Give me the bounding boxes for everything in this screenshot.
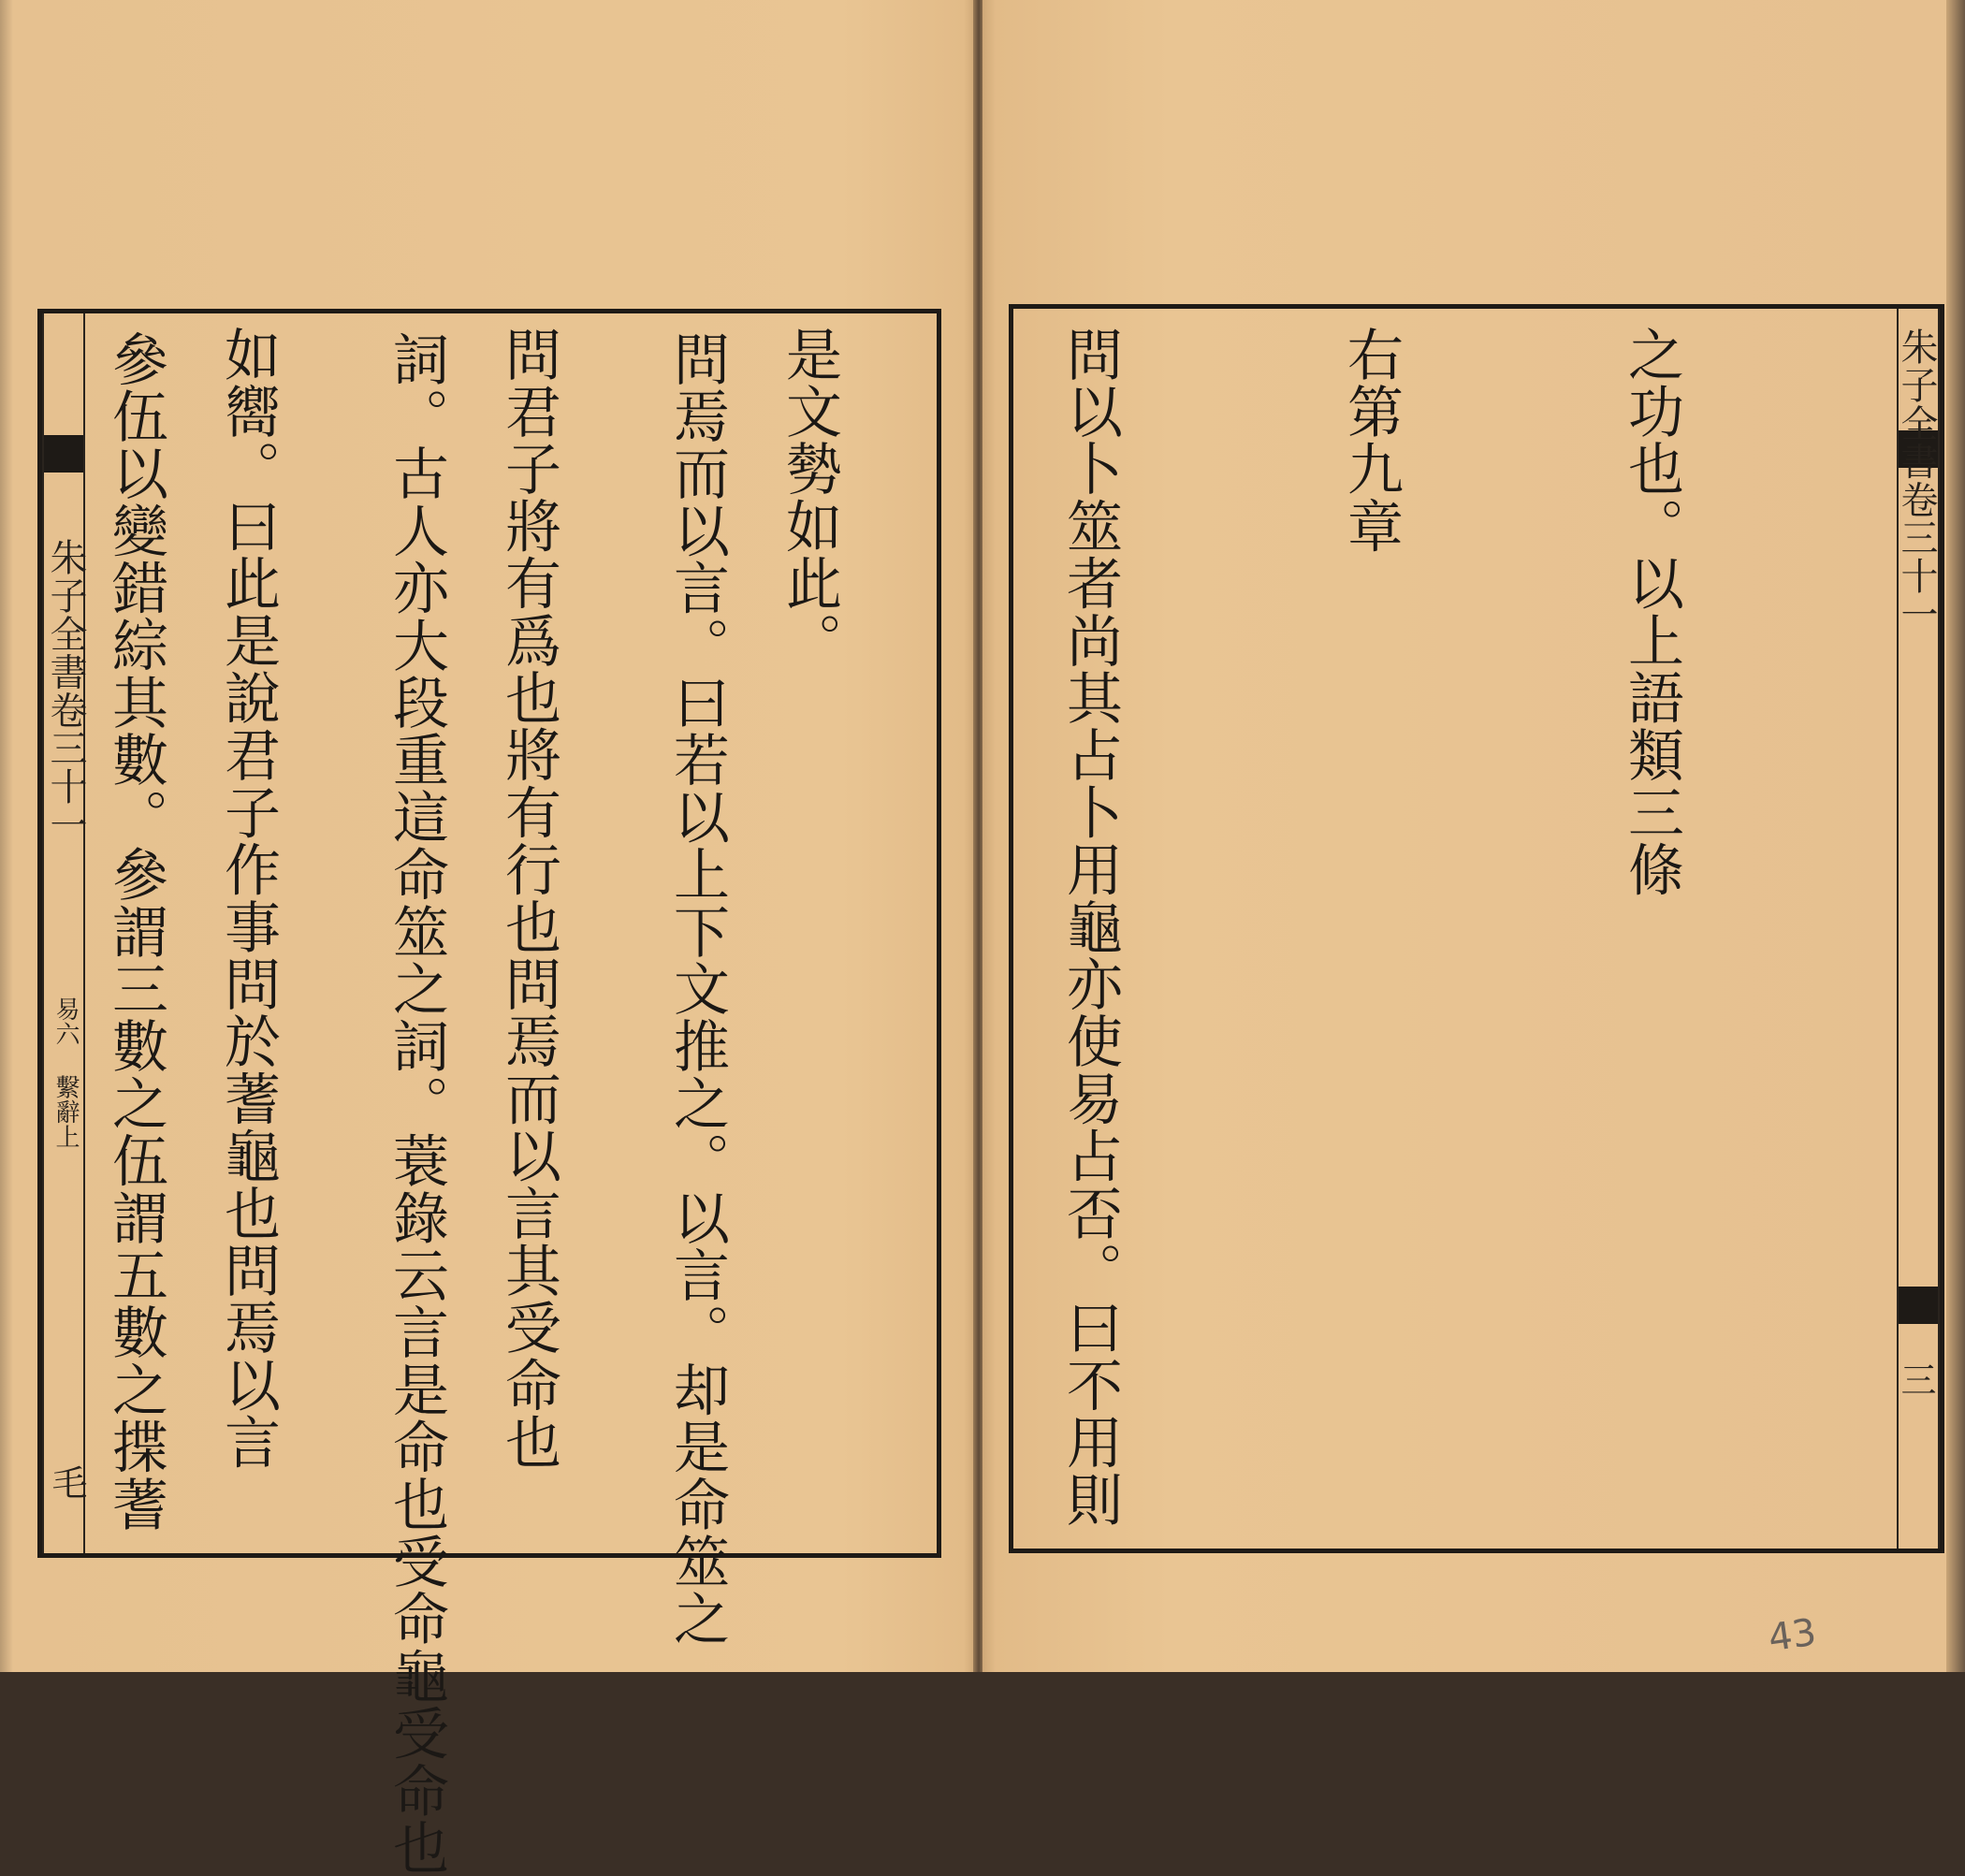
text-column: 如嚮。曰此是說君子作事問於蓍龜也問焉以言 — [215, 326, 281, 1471]
right-page-text — [0, 326, 1885, 1542]
fish-tail-ornament — [1899, 1287, 1938, 1324]
text-column: 問以卜筮者尚其占卜用龜亦使易占否。曰不用則 — [1057, 326, 1123, 1529]
text-column: 是文勢如此。 — [777, 326, 842, 670]
text-column: 詞。古人亦大段重這命筮之詞。蓑錄云言是命也受命龜受命也 — [384, 330, 449, 1876]
right-centre-column — [1897, 309, 1940, 1549]
left-margin-title: 朱子全書卷三十一 — [44, 538, 87, 844]
left-folio-number: 毛 — [46, 1464, 87, 1501]
left-margin-subtitle: 易六 繫辭上 — [51, 996, 80, 1150]
text-column: 問焉而以言。曰若以上下文推之。以言。却是命筮之 — [664, 330, 730, 1648]
text-column: 之功也。以上語類三條 — [1619, 326, 1684, 898]
right-folio-number: 三 — [1895, 1361, 1936, 1398]
text-column: 問君子將有爲也將有行也問焉而以言其受命也 — [496, 326, 561, 1471]
right-margin-title: 朱子全書卷三十一 — [1895, 327, 1938, 633]
text-column: 參伍以變錯綜其數。參謂三數之伍謂五數之揲蓍 — [103, 330, 168, 1534]
pencil-annotation: 43 — [1766, 1610, 1819, 1661]
text-column — [0, 326, 14, 1542]
text-column: 右第九章 — [1338, 326, 1404, 555]
right-page-edge — [1946, 0, 1965, 1672]
